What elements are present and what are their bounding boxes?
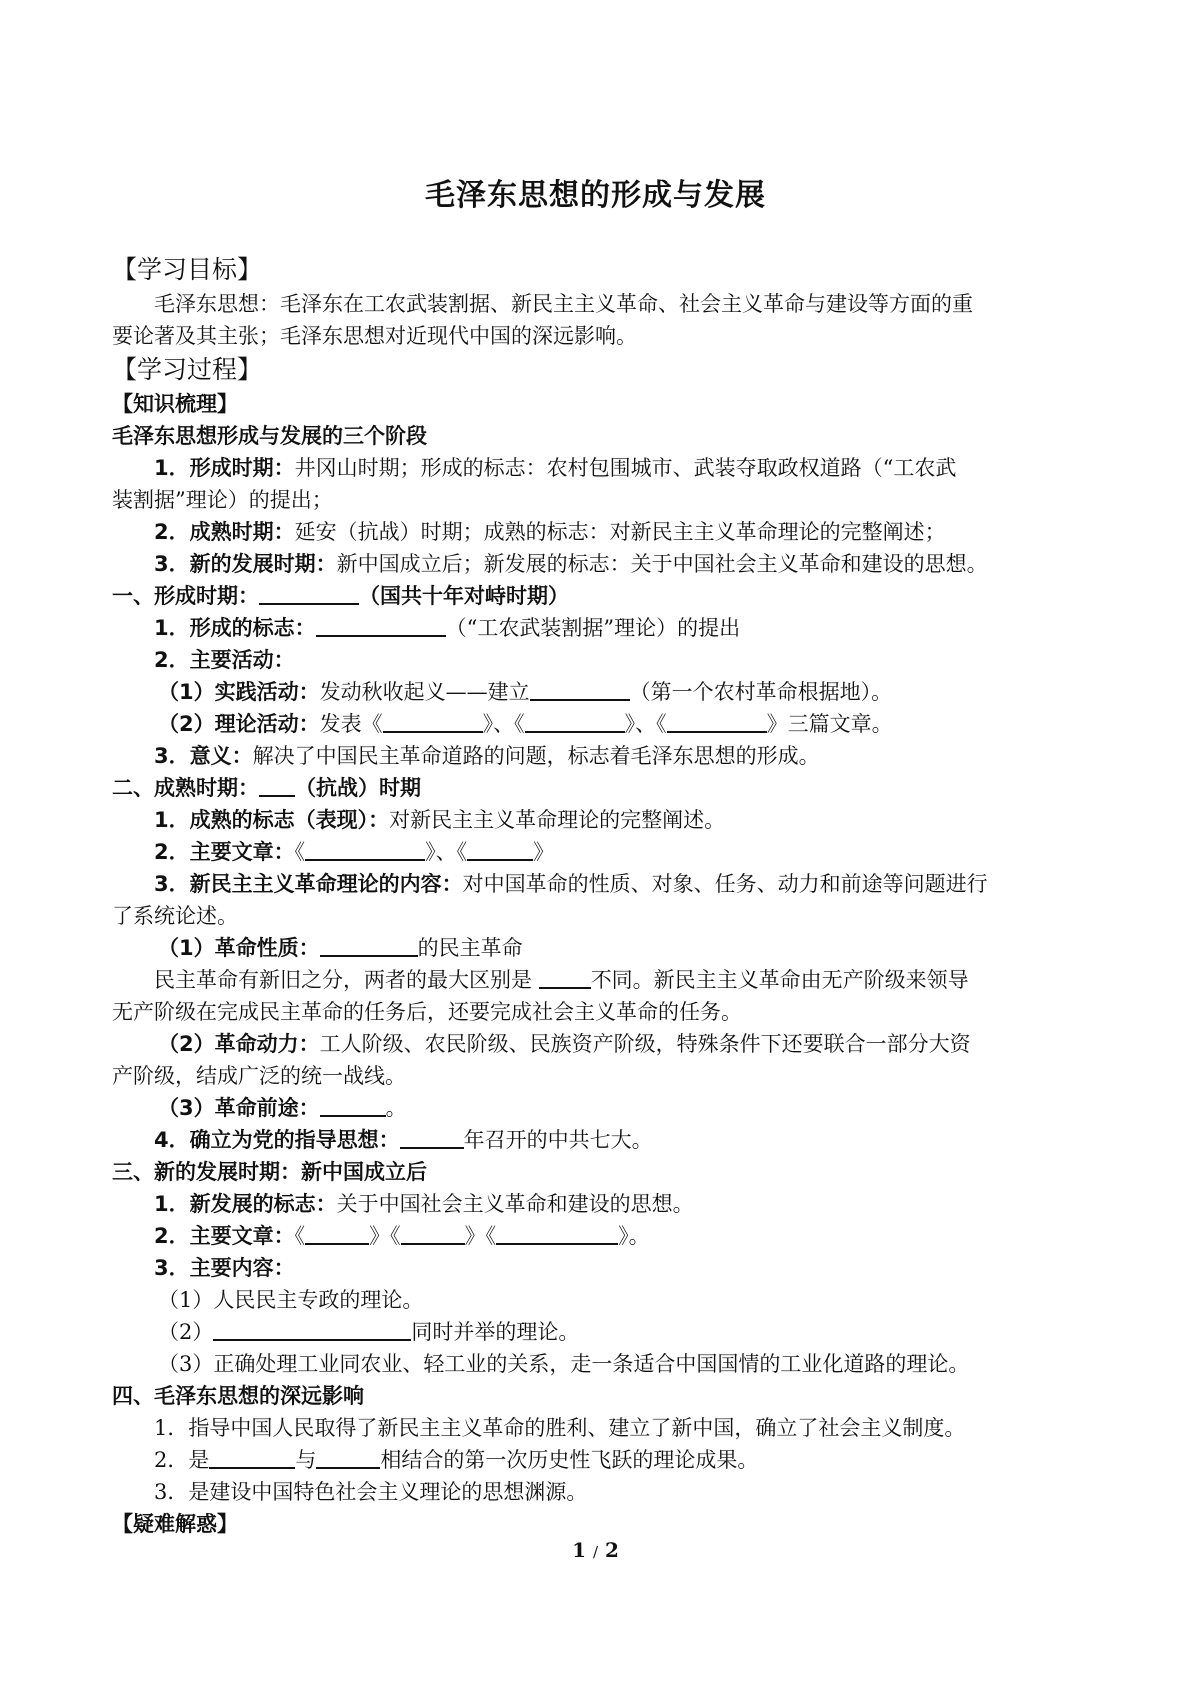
- item-label: 2．主要文章：: [154, 840, 295, 864]
- item-label: 1．形成的标志：: [154, 616, 316, 640]
- paragraph-text: 不同。新民主主义革命由无产阶级来领导: [590, 968, 969, 992]
- page-current: 1: [572, 1538, 586, 1562]
- fill-blank[interactable]: [316, 1445, 380, 1469]
- sub-text: 。: [385, 1096, 407, 1120]
- fill-blank[interactable]: [400, 1125, 464, 1149]
- content-text: 同时并举的理论。: [411, 1320, 580, 1344]
- section-2-item-4: [112, 1124, 1097, 1156]
- item-text: 与: [295, 1448, 317, 1472]
- sub-label: （2）革命动力：: [158, 1032, 320, 1056]
- stage-1-text: 井冈山时期；形成的标志：农村包围城市、武装夺取政权道路（“工农武: [294, 456, 957, 480]
- sub-text: 发动秋收起义——建立: [319, 680, 530, 704]
- section-2-sub-2-cont: 产阶级，结成广泛的统一战线。: [112, 1064, 406, 1088]
- sub-text: 》、《: [482, 712, 525, 736]
- sub-text: 发表《: [319, 712, 383, 736]
- section-2-item-3-cont: 了系统论述。: [112, 904, 238, 928]
- section-2-sub-2: [112, 1028, 1097, 1060]
- section-3-item-1: [112, 1188, 1097, 1220]
- knowledge-heading: 【知识梳理】: [112, 392, 238, 416]
- sub-text: 》三篇文章。: [766, 712, 893, 736]
- section-3-heading: 三、新的发展时期：新中国成立后: [112, 1160, 427, 1184]
- item-text: 解决了中国民主革命道路的问题，标志着毛泽东思想的形成。: [252, 744, 820, 768]
- section-2-item-1: [112, 804, 1097, 836]
- item-label: 3．新民主主义革命理论的内容：: [154, 872, 463, 896]
- sub-text: 的民主革命: [417, 936, 523, 960]
- sub-label: （1）革命性质：: [158, 936, 320, 960]
- section-3-content-2: [112, 1316, 1097, 1348]
- section-2-paragraph: [112, 964, 1097, 996]
- section-2-sub-3: [112, 1092, 1097, 1124]
- section-2-item-3: [112, 868, 1097, 900]
- section-1-sub-1: [112, 676, 1097, 708]
- fill-blank[interactable]: [316, 613, 446, 637]
- section-2-paragraph-cont: 无产阶级在完成民主革命的任务后，还要完成社会主义革命的任务。: [112, 1000, 742, 1024]
- fill-blank[interactable]: [383, 709, 483, 733]
- fill-blank[interactable]: [320, 933, 418, 957]
- page-separator: /: [592, 1543, 599, 1561]
- item-text: 》。: [618, 1224, 650, 1248]
- sub-text: （第一个农村革命根据地）。: [629, 680, 893, 704]
- section-2-item-2: [112, 836, 1097, 868]
- fill-blank[interactable]: [539, 965, 591, 989]
- section-2-head-a: 二、成熟时期：: [112, 776, 259, 800]
- item-text: 《: [294, 1224, 306, 1248]
- section-3-item-2: [112, 1220, 1097, 1252]
- item-label: 3．意义：: [154, 744, 253, 768]
- item-text: 对中国革命的性质、对象、任务、动力和前途等问题进行: [462, 872, 988, 896]
- page-title: 毛泽东思想的形成与发展: [425, 178, 766, 213]
- stage-1-label: 1．形成时期：: [154, 456, 295, 480]
- section-1-heading: [112, 580, 1097, 612]
- section-3-item-3: [112, 1252, 1097, 1284]
- document-body: [112, 252, 1097, 1540]
- item-text: 《: [294, 840, 306, 864]
- fill-blank[interactable]: [259, 581, 359, 605]
- section-3-content-3: （3）正确处理工业同农业、轻工业的关系，走一条适合中国国情的工业化道路的理论。: [158, 1352, 970, 1376]
- fill-blank[interactable]: [209, 1445, 295, 1469]
- stage-2: [112, 516, 1097, 548]
- objectives-text-cont: 要论著及其主张；毛泽东思想对近现代中国的深远影响。: [112, 324, 637, 348]
- fill-blank[interactable]: [401, 1221, 465, 1245]
- item-text: （“工农武装割据”理论）的提出: [445, 616, 741, 640]
- fill-blank[interactable]: [213, 1317, 411, 1341]
- section-1-sub-2: [112, 708, 1097, 740]
- fill-blank[interactable]: [305, 837, 425, 861]
- stage-2-label: 2．成熟时期：: [154, 520, 295, 544]
- stage-1-cont: 装割据”理论）的提出；: [112, 488, 333, 512]
- section-2-heading: [112, 772, 1097, 804]
- sub-label: （3）革命前途：: [158, 1096, 320, 1120]
- doubts-heading: 【疑难解惑】: [112, 1512, 238, 1536]
- paragraph-text: 民主革命有新旧之分，两者的最大区别是: [154, 968, 539, 992]
- item-text: 》: [533, 840, 555, 864]
- process-heading: 【学习过程】: [112, 355, 263, 384]
- stage-1: [112, 452, 1097, 484]
- sub-label: （1）实践活动：: [158, 680, 320, 704]
- sub-label: （2）理论活动：: [158, 712, 320, 736]
- item-label: 1．成熟的标志（表现）：: [154, 808, 390, 832]
- fill-blank[interactable]: [320, 1093, 386, 1117]
- page-total: 2: [605, 1538, 619, 1562]
- page-number: [0, 1538, 1191, 1562]
- section-4-heading: 四、毛泽东思想的深远影响: [112, 1384, 364, 1408]
- section-1-item-3: [112, 740, 1097, 772]
- section-4-item-1: 1．指导中国人民取得了新民主主义革命的胜利、建立了新中国，确立了社会主义制度。: [154, 1416, 966, 1440]
- stage-3-label: 3．新的发展时期：: [154, 552, 337, 576]
- item-label: 1．新发展的标志：: [154, 1192, 337, 1216]
- section-1-item-1: [112, 612, 1097, 644]
- item-text: 关于中国社会主义革命和建设的思想。: [336, 1192, 694, 1216]
- section-4-item-3: 3．是建设中国特色社会主义理论的思想渊源。: [154, 1480, 588, 1504]
- section-1-head-b: （国共十年对峙时期）: [359, 584, 569, 608]
- fill-blank[interactable]: [259, 773, 295, 797]
- item-text: 》《: [369, 1224, 401, 1248]
- item-text: 》、《: [425, 840, 468, 864]
- item-text: 年召开的中共七大。: [463, 1128, 653, 1152]
- section-1-head-a: 一、形成时期：: [112, 584, 259, 608]
- stages-title: 毛泽东思想形成与发展的三个阶段: [112, 424, 427, 448]
- item-text: 对新民主主义革命理论的完整阐述。: [389, 808, 726, 832]
- section-3-content-1: （1）人民民主专政的理论。: [158, 1288, 424, 1312]
- section-1-item-2: [112, 644, 1097, 676]
- item-label: 4．确立为党的指导思想：: [154, 1128, 400, 1152]
- fill-blank[interactable]: [467, 837, 533, 861]
- stage-2-text: 延安（抗战）时期；成熟的标志：对新民主主义革命理论的完整阐述；: [294, 520, 946, 544]
- fill-blank[interactable]: [525, 709, 625, 733]
- sub-text: 》、《: [624, 712, 667, 736]
- section-2-head-b: （抗战）时期: [295, 776, 421, 800]
- objectives-text: 毛泽东思想：毛泽东在工农武装割据、新民主主义革命、社会主义革命与建设等方面的重: [154, 292, 973, 316]
- fill-blank[interactable]: [530, 677, 630, 701]
- item-label: 3．主要内容：: [154, 1256, 295, 1280]
- fill-blank[interactable]: [667, 709, 767, 733]
- section-2-sub-1: [112, 932, 1097, 964]
- stage-3: [112, 548, 1097, 580]
- fill-blank[interactable]: [305, 1221, 369, 1245]
- sub-text: 工人阶级、农民阶级、民族资产阶级，特殊条件下还要联合一部分大资: [319, 1032, 971, 1056]
- fill-blank[interactable]: [496, 1221, 618, 1245]
- section-4-item-2: [112, 1444, 1097, 1476]
- item-text: 相结合的第一次历史性飞跃的理论成果。: [380, 1448, 759, 1472]
- item-label: 2．主要文章：: [154, 1224, 295, 1248]
- content-text: （2）: [158, 1320, 214, 1344]
- item-text: 2．是: [154, 1448, 210, 1472]
- item-text: 》《: [464, 1224, 497, 1248]
- objectives-heading: 【学习目标】: [112, 255, 263, 284]
- item-label: 2．主要活动：: [154, 648, 295, 672]
- stage-3-text: 新中国成立后；新发展的标志：关于中国社会主义革命和建设的思想。: [336, 552, 988, 576]
